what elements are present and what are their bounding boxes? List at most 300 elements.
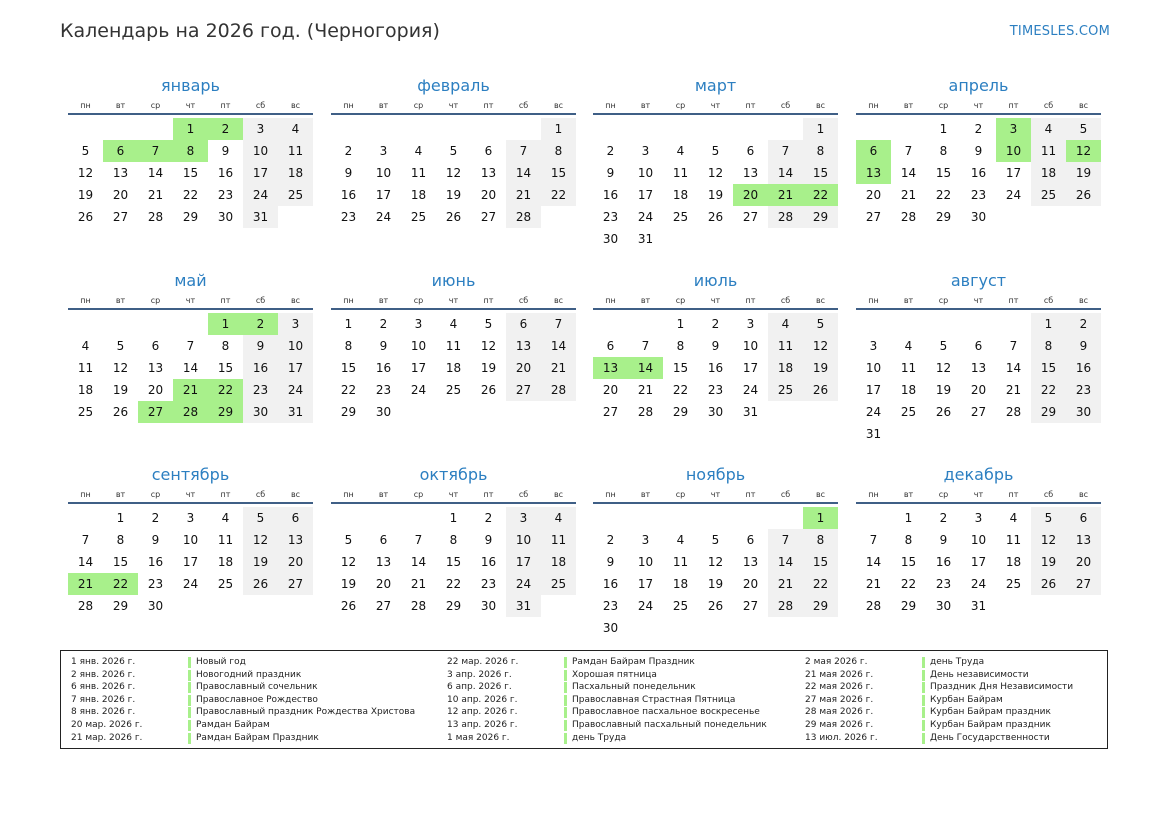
- day-cell: 18: [77, 383, 94, 397]
- day-cell: 15: [217, 361, 234, 375]
- day-cell: 28: [768, 595, 803, 617]
- weekday-label: чт: [973, 490, 984, 499]
- day-cell: 25: [900, 405, 917, 419]
- day-cell: 15: [1031, 357, 1066, 379]
- weekday-label: сб: [518, 296, 529, 305]
- day-cell: 8: [449, 533, 458, 547]
- day-cell: 16: [1066, 357, 1101, 379]
- day-cell: 17: [742, 361, 759, 375]
- month-name: декабрь: [943, 465, 1014, 484]
- holiday-date: 1 мая 2026 г.: [447, 732, 510, 743]
- day-cell: 29: [1031, 401, 1066, 423]
- day-cell: 27: [865, 210, 882, 224]
- day-cell: 8: [1031, 335, 1066, 357]
- legend-row: [447, 694, 787, 707]
- day-cell: 6: [379, 533, 388, 547]
- empty-cell: [891, 313, 926, 335]
- day-cell: 4: [1031, 118, 1066, 140]
- day-cell: 22: [541, 184, 576, 206]
- day-cell: 8: [803, 529, 838, 551]
- empty-cell: [628, 118, 663, 140]
- weekday-header: [593, 488, 838, 504]
- day-cell: 7: [414, 533, 423, 547]
- day-cell: 22: [1031, 379, 1066, 401]
- holiday-marker: [922, 670, 925, 681]
- day-cell: 21: [637, 383, 654, 397]
- day-cell: 5: [344, 533, 353, 547]
- day-cell: 29: [803, 595, 838, 617]
- day-cell: 24: [1005, 188, 1022, 202]
- day-cell: 20: [742, 577, 759, 591]
- holiday-day: 28: [173, 401, 208, 423]
- day-cell: 15: [672, 361, 689, 375]
- weekday-label: ср: [150, 101, 161, 110]
- day-cell: 3: [414, 317, 423, 331]
- holiday-name: День Государственности: [930, 732, 1050, 743]
- day-cell: 25: [410, 210, 427, 224]
- empty-cell: [996, 313, 1031, 335]
- day-cell: 11: [672, 166, 689, 180]
- day-cell: 14: [900, 166, 917, 180]
- day-cell: 29: [935, 210, 952, 224]
- weekday-label: вт: [640, 490, 651, 499]
- day-cell: 21: [506, 184, 541, 206]
- holiday-marker: [922, 682, 925, 693]
- day-cell: 11: [672, 555, 689, 569]
- holiday-day: 13: [856, 162, 891, 184]
- day-cell: 10: [243, 140, 278, 162]
- weekday-label: ср: [413, 296, 424, 305]
- day-cell: 17: [637, 188, 654, 202]
- holiday-day: 3: [996, 118, 1031, 140]
- weekday-header: [593, 99, 838, 115]
- weekday-label: вс: [815, 490, 826, 499]
- day-cell: 19: [1031, 551, 1066, 573]
- day-cell: 10: [865, 361, 882, 375]
- empty-cell: [768, 507, 803, 529]
- days-grid: [593, 507, 838, 639]
- day-cell: 28: [1005, 405, 1022, 419]
- day-cell: 16: [935, 555, 952, 569]
- day-cell: 4: [676, 144, 685, 158]
- day-cell: 19: [480, 361, 497, 375]
- day-cell: 9: [379, 339, 388, 353]
- legend-row: [71, 656, 411, 669]
- day-cell: 13: [147, 361, 164, 375]
- holiday-date: 2 янв. 2026 г.: [71, 669, 136, 680]
- day-cell: 5: [803, 313, 838, 335]
- day-cell: 5: [939, 339, 948, 353]
- day-cell: 9: [1066, 335, 1101, 357]
- day-cell: 7: [768, 140, 803, 162]
- weekday-label: чт: [710, 101, 721, 110]
- day-cell: 10: [637, 166, 654, 180]
- legend-row: [805, 732, 1145, 745]
- day-cell: 31: [243, 206, 278, 228]
- day-cell: 9: [974, 144, 983, 158]
- legend-column: [71, 656, 416, 744]
- holiday-name: Православное пасхальное воскресенье: [572, 707, 760, 718]
- weekday-label: чт: [448, 101, 459, 110]
- day-cell: 18: [1005, 555, 1022, 569]
- holiday-day: 1: [208, 313, 243, 335]
- weekday-label: сб: [780, 296, 791, 305]
- day-cell: 1: [676, 317, 685, 331]
- day-cell: 29: [182, 210, 199, 224]
- day-cell: 4: [81, 339, 90, 353]
- day-cell: 20: [1066, 551, 1101, 573]
- day-cell: 4: [221, 511, 230, 525]
- day-cell: 25: [1005, 577, 1022, 591]
- holiday-date: 22 мар. 2026 г.: [447, 657, 519, 667]
- holiday-name: Рамдан Байрам Праздник: [196, 732, 319, 743]
- day-cell: 6: [151, 339, 160, 353]
- day-cell: 6: [746, 533, 755, 547]
- day-cell: 20: [506, 357, 541, 379]
- day-cell: 20: [865, 188, 882, 202]
- day-cell: 8: [221, 339, 230, 353]
- holiday-name: Рамдан Байрам Праздник: [572, 657, 695, 667]
- day-cell: 11: [217, 533, 234, 547]
- month-name: май: [174, 271, 207, 290]
- holiday-date: 29 мая 2026 г.: [805, 719, 874, 730]
- empty-cell: [471, 118, 506, 140]
- day-cell: 7: [506, 140, 541, 162]
- holiday-date: 1 янв. 2026 г.: [71, 657, 136, 667]
- day-cell: 17: [637, 577, 654, 591]
- day-cell: 26: [935, 405, 952, 419]
- day-cell: 22: [803, 573, 838, 595]
- day-cell: 29: [803, 206, 838, 228]
- days-grid: [593, 313, 838, 423]
- day-cell: 26: [1066, 184, 1101, 206]
- day-cell: 2: [379, 317, 388, 331]
- weekday-header: [68, 488, 313, 504]
- empty-cell: [768, 118, 803, 140]
- day-cell: 18: [672, 188, 689, 202]
- day-cell: 14: [182, 361, 199, 375]
- weekday-label: пт: [220, 101, 231, 110]
- day-cell: 22: [900, 577, 917, 591]
- day-cell: 25: [278, 184, 313, 206]
- day-cell: 3: [506, 507, 541, 529]
- holiday-day: 27: [138, 401, 173, 423]
- day-cell: 8: [541, 140, 576, 162]
- weekday-label: чт: [448, 490, 459, 499]
- empty-cell: [331, 507, 366, 529]
- day-cell: 12: [480, 339, 497, 353]
- day-cell: 18: [900, 383, 917, 397]
- day-cell: 13: [278, 529, 313, 551]
- empty-cell: [856, 118, 891, 140]
- day-cell: 23: [935, 577, 952, 591]
- holiday-day: 2: [208, 118, 243, 140]
- empty-cell: [856, 313, 891, 335]
- weekday-label: сб: [780, 101, 791, 110]
- weekday-header: [68, 99, 313, 115]
- weekday-label: чт: [973, 101, 984, 110]
- day-cell: 7: [186, 339, 195, 353]
- day-cell: 16: [375, 361, 392, 375]
- legend-row: [447, 706, 787, 719]
- day-cell: 9: [939, 533, 948, 547]
- empty-cell: [436, 118, 471, 140]
- day-cell: 20: [602, 383, 619, 397]
- day-cell: 6: [746, 144, 755, 158]
- day-cell: 18: [445, 361, 462, 375]
- day-cell: 6: [484, 144, 493, 158]
- empty-cell: [366, 118, 401, 140]
- weekday-label: чт: [448, 296, 459, 305]
- day-cell: 16: [602, 188, 619, 202]
- day-cell: 30: [480, 599, 497, 613]
- holiday-day: 2: [243, 313, 278, 335]
- day-cell: 19: [1066, 162, 1101, 184]
- day-cell: 12: [340, 555, 357, 569]
- weekday-header: [331, 294, 576, 310]
- weekday-label: вт: [378, 296, 389, 305]
- weekday-label: вс: [553, 296, 564, 305]
- day-cell: 23: [602, 210, 619, 224]
- holiday-marker: [564, 707, 567, 718]
- holiday-day: 13: [593, 357, 628, 379]
- holiday-name: Пасхальный понедельник: [572, 682, 696, 693]
- weekday-label: ср: [150, 296, 161, 305]
- empty-cell: [926, 313, 961, 335]
- weekday-label: сб: [255, 296, 266, 305]
- weekday-label: сб: [255, 490, 266, 499]
- day-cell: 28: [506, 206, 541, 228]
- day-cell: 23: [147, 577, 164, 591]
- day-cell: 1: [904, 511, 913, 525]
- weekday-label: ср: [675, 296, 686, 305]
- day-cell: 31: [970, 599, 987, 613]
- day-cell: 30: [970, 210, 987, 224]
- day-cell: 20: [375, 577, 392, 591]
- holiday-marker: [188, 682, 191, 693]
- legend-column: [805, 656, 1145, 744]
- day-cell: 1: [939, 122, 948, 136]
- day-cell: 14: [768, 162, 803, 184]
- legend-row: [447, 669, 787, 682]
- day-cell: 29: [340, 405, 357, 419]
- legend-row: [71, 732, 411, 745]
- day-cell: 2: [1066, 313, 1101, 335]
- day-cell: 30: [243, 401, 278, 423]
- day-cell: 31: [278, 401, 313, 423]
- day-cell: 14: [541, 335, 576, 357]
- holiday-day: 22: [103, 573, 138, 595]
- day-cell: 19: [445, 188, 462, 202]
- day-cell: 17: [506, 551, 541, 573]
- weekday-label: сб: [255, 101, 266, 110]
- weekday-label: вс: [290, 296, 301, 305]
- holiday-marker: [188, 720, 191, 731]
- day-cell: 26: [112, 405, 129, 419]
- day-cell: 1: [344, 317, 353, 331]
- month-name: июль: [693, 271, 738, 290]
- day-cell: 31: [637, 232, 654, 246]
- weekday-label: вт: [903, 296, 914, 305]
- weekday-label: пт: [745, 101, 756, 110]
- day-cell: 18: [278, 162, 313, 184]
- day-cell: 27: [742, 599, 759, 613]
- day-cell: 23: [375, 383, 392, 397]
- month-2: [331, 75, 576, 228]
- day-cell: 28: [865, 599, 882, 613]
- day-cell: 21: [768, 573, 803, 595]
- weekday-label: пн: [605, 490, 616, 499]
- weekday-label: пт: [483, 101, 494, 110]
- day-cell: 24: [865, 405, 882, 419]
- day-cell: 13: [970, 361, 987, 375]
- day-cell: 13: [742, 166, 759, 180]
- weekday-header: [68, 294, 313, 310]
- holiday-date: 21 мая 2026 г.: [805, 669, 874, 680]
- legend-row: [805, 706, 1145, 719]
- day-cell: 19: [340, 577, 357, 591]
- holiday-date: 12 апр. 2026 г.: [447, 707, 518, 718]
- holiday-marker: [564, 670, 567, 681]
- day-cell: 9: [484, 533, 493, 547]
- day-cell: 10: [278, 335, 313, 357]
- day-cell: 27: [742, 210, 759, 224]
- day-cell: 1: [116, 511, 125, 525]
- day-cell: 11: [77, 361, 94, 375]
- holiday-marker: [188, 695, 191, 706]
- weekday-header: [856, 294, 1101, 310]
- month-9: [68, 464, 313, 617]
- day-cell: 25: [1031, 184, 1066, 206]
- day-cell: 6: [1066, 507, 1101, 529]
- weekday-label: вс: [1078, 296, 1089, 305]
- holiday-date: 7 янв. 2026 г.: [71, 694, 136, 705]
- day-cell: 8: [676, 339, 685, 353]
- weekday-label: вс: [815, 101, 826, 110]
- days-grid: [856, 507, 1101, 617]
- day-cell: 10: [970, 533, 987, 547]
- day-cell: 15: [803, 162, 838, 184]
- day-cell: 19: [707, 188, 724, 202]
- day-cell: 30: [217, 210, 234, 224]
- month-name: январь: [161, 76, 220, 95]
- weekday-header: [331, 488, 576, 504]
- empty-cell: [593, 118, 628, 140]
- weekday-label: пн: [343, 296, 354, 305]
- holiday-date: 27 мая 2026 г.: [805, 694, 874, 705]
- weekday-label: пт: [1008, 101, 1019, 110]
- day-cell: 30: [1066, 401, 1101, 423]
- day-cell: 2: [606, 533, 615, 547]
- day-cell: 28: [77, 599, 94, 613]
- holiday-name: Православный пасхальный понедельник: [572, 719, 767, 730]
- day-cell: 3: [186, 511, 195, 525]
- day-cell: 14: [865, 555, 882, 569]
- day-cell: 2: [974, 122, 983, 136]
- days-grid: [856, 118, 1101, 228]
- day-cell: 15: [340, 361, 357, 375]
- empty-cell: [961, 313, 996, 335]
- holiday-marker: [188, 733, 191, 744]
- day-cell: 5: [116, 339, 125, 353]
- weekday-label: вс: [1078, 101, 1089, 110]
- weekday-label: пн: [80, 490, 91, 499]
- day-cell: 25: [672, 599, 689, 613]
- day-cell: 17: [278, 357, 313, 379]
- site-logo[interactable]: TIMESLES.COM: [1009, 24, 1110, 39]
- day-cell: 18: [410, 188, 427, 202]
- day-cell: 20: [480, 188, 497, 202]
- day-cell: 9: [151, 533, 160, 547]
- holiday-marker: [922, 695, 925, 706]
- day-cell: 4: [676, 533, 685, 547]
- day-cell: 13: [375, 555, 392, 569]
- day-cell: 27: [970, 405, 987, 419]
- holiday-day: 21: [173, 379, 208, 401]
- day-cell: 25: [768, 379, 803, 401]
- day-cell: 12: [707, 166, 724, 180]
- holiday-name: день Труда: [930, 657, 985, 667]
- month-12: [856, 464, 1101, 617]
- day-cell: 19: [707, 577, 724, 591]
- empty-cell: [103, 118, 138, 140]
- day-cell: 11: [445, 339, 462, 353]
- day-cell: 4: [904, 339, 913, 353]
- weekday-label: чт: [185, 296, 196, 305]
- day-cell: 19: [112, 383, 129, 397]
- day-cell: 25: [541, 573, 576, 595]
- weekday-label: вт: [640, 296, 651, 305]
- day-cell: 10: [410, 339, 427, 353]
- holiday-day: 7: [138, 140, 173, 162]
- day-cell: 24: [637, 210, 654, 224]
- day-cell: 7: [904, 144, 913, 158]
- day-cell: 4: [768, 313, 803, 335]
- holiday-name: Рамдан Байрам: [196, 719, 270, 730]
- holiday-day: 8: [173, 140, 208, 162]
- day-cell: 2: [344, 144, 353, 158]
- holiday-name: День независимости: [930, 669, 1029, 680]
- holiday-marker: [564, 695, 567, 706]
- holiday-name: Православный сочельник: [196, 682, 318, 693]
- day-cell: 25: [672, 210, 689, 224]
- legend-column: [447, 656, 787, 744]
- day-cell: 26: [707, 210, 724, 224]
- day-cell: 14: [147, 166, 164, 180]
- legend-row: [71, 706, 416, 719]
- weekday-label: ср: [413, 490, 424, 499]
- holiday-name: Новогодний праздник: [196, 669, 302, 680]
- empty-cell: [366, 507, 401, 529]
- weekday-label: вт: [903, 490, 914, 499]
- holiday-marker: [922, 720, 925, 731]
- month-name: август: [950, 271, 1007, 290]
- day-cell: 11: [410, 166, 427, 180]
- day-cell: 10: [637, 555, 654, 569]
- month-6: [331, 270, 576, 423]
- day-cell: 16: [480, 555, 497, 569]
- empty-cell: [628, 313, 663, 335]
- weekday-header: [856, 488, 1101, 504]
- empty-cell: [138, 313, 173, 335]
- day-cell: 22: [182, 188, 199, 202]
- day-cell: 3: [746, 317, 755, 331]
- weekday-label: пт: [483, 296, 494, 305]
- holiday-date: 6 янв. 2026 г.: [71, 682, 136, 693]
- day-cell: 19: [243, 551, 278, 573]
- day-cell: 18: [768, 357, 803, 379]
- day-cell: 9: [221, 144, 230, 158]
